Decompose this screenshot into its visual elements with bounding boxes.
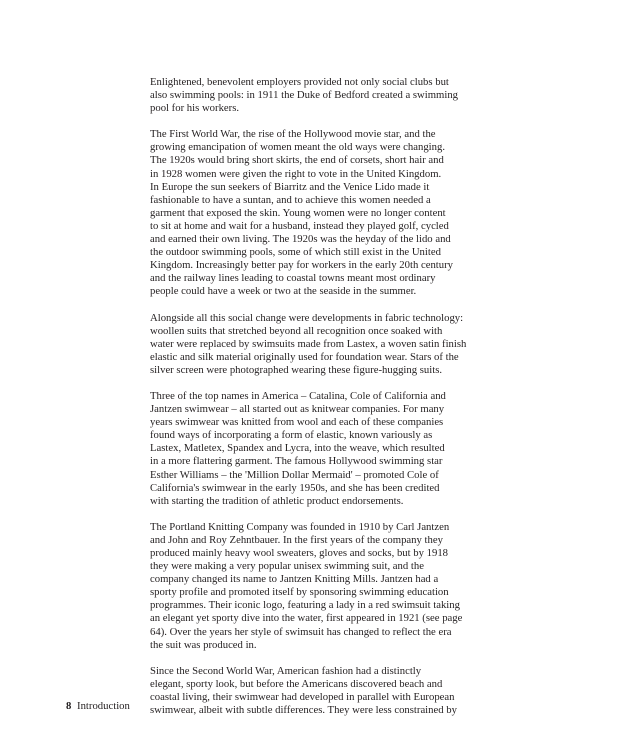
text-line: with starting the tradition of athletic product endorsements. — [150, 494, 404, 507]
text-line: In Europe the sun seekers of Biarritz and the Venice Lido made it — [150, 180, 430, 193]
text-line: people could have a week or two at the seaside in the summer. — [150, 285, 417, 298]
page-footer — [66, 700, 130, 713]
section-title: Introduction — [77, 700, 130, 712]
text-line: The 1920s would bring short skirts, the end of corsets, short hair and — [150, 154, 444, 167]
text-line: Jantzen swimwear – all started out as knitwear companies. For many — [150, 403, 445, 416]
text-line: Alongside all this social change were developments in fabric technology: — [150, 311, 464, 324]
text-line: the suit was produced in. — [150, 638, 257, 651]
paragraph-employers-pools — [150, 76, 486, 115]
text-line: 64). Over the years her style of swimsuit has changed to reflect the era — [150, 625, 452, 638]
text-line: Esther Williams – the 'Million Dollar Mermaid' – promoted Cole of — [150, 468, 439, 481]
page-number: 8 — [66, 700, 72, 712]
paragraph-second-world-war — [150, 665, 486, 717]
paragraph-first-world-war — [150, 128, 486, 298]
text-line: California's swimwear in the early 1950s, and she has been credited — [150, 481, 440, 494]
text-line: coastal living, their swimwear had developed in parallel with European — [150, 690, 455, 703]
text-line: programmes. Their iconic logo, featuring a lady in a red swimsuit taking — [150, 599, 460, 612]
text-line: The First World War, the rise of the Hollywood movie star, and the — [150, 128, 436, 141]
text-line: pool for his workers. — [150, 102, 240, 115]
text-line: to sit at home and wait for a husband, instead they played golf, cycled — [150, 219, 449, 232]
text-line: sporty profile and promoted itself by sponsoring swimming education — [150, 586, 449, 599]
text-line: also swimming pools: in 1911 the Duke of Bedford created a swimming — [150, 89, 459, 102]
paragraph-american-brands — [150, 390, 486, 508]
text-line: and the railway lines leading to coastal towns meant most ordinary — [150, 272, 436, 285]
text-line: Kingdom. Increasingly better pay for workers in the early 20th century — [150, 259, 454, 272]
text-line: produced mainly heavy wool sweaters, gloves and socks, but by 1918 — [150, 547, 449, 559]
text-line: and John and Roy Zehntbauer. In the first years of the company they — [150, 533, 443, 546]
paragraph-portland-knitting — [150, 521, 486, 652]
paragraph-fabric-technology — [150, 312, 486, 377]
text-line: Enlightened, benevolent employers provided not only social clubs but — [150, 76, 449, 88]
text-line: garment that exposed the skin. Young women were no longer content — [150, 206, 446, 219]
text-line: water were replaced by swimsuits made from Lastex, a woven satin finish — [150, 337, 467, 350]
text-line: growing emancipation of women meant the old ways were changing. — [150, 141, 446, 154]
body-text-column — [150, 76, 486, 730]
text-line: elegant, sporty look, but before the Americans discovered beach and — [150, 677, 443, 690]
text-line: Since the Second World War, American fashion had a distinctly — [150, 664, 422, 677]
text-line: company changed its name to Jantzen Knitting Mills. Jantzen had a — [150, 573, 439, 586]
text-line: and earned their own living. The 1920s was the heyday of the lido and — [150, 233, 451, 246]
text-line: an elegant yet sporty dive into the water, first appeared in 1921 (see page — [150, 612, 463, 625]
text-line: in a more flattering garment. The famous Hollywood swimming star — [150, 455, 443, 468]
text-line: in 1928 women were given the right to vote in the United Kingdom. — [150, 167, 442, 180]
text-line: fashionable to have a suntan, and to achieve this women needed a — [150, 193, 431, 206]
text-line: The Portland Knitting Company was founded in 1910 by Carl Jantzen — [150, 520, 450, 533]
text-line: the outdoor swimming pools, some of which still exist in the United — [150, 246, 441, 259]
text-line: years swimwear was knitted from wool and each of these companies — [150, 416, 444, 429]
text-line: Three of the top names in America – Catalina, Cole of California and — [150, 389, 446, 402]
text-line: Lastex, Matletex, Spandex and Lycra, into the weave, which resulted — [150, 442, 445, 455]
text-line: elastic and silk material originally used for foundation wear. Stars of the — [150, 350, 459, 363]
text-line: found ways of incorporating a form of elastic, known variously as — [150, 429, 433, 442]
text-line: woollen suits that stretched beyond all recognition once soaked with — [150, 324, 443, 337]
text-line: they were making a very popular unisex swimming suit, and the — [150, 560, 424, 573]
text-line: silver screen were photographed wearing these figure-hugging suits. — [150, 363, 443, 376]
text-line: swimwear, albeit with subtle differences. They were less constrained by — [150, 704, 457, 717]
